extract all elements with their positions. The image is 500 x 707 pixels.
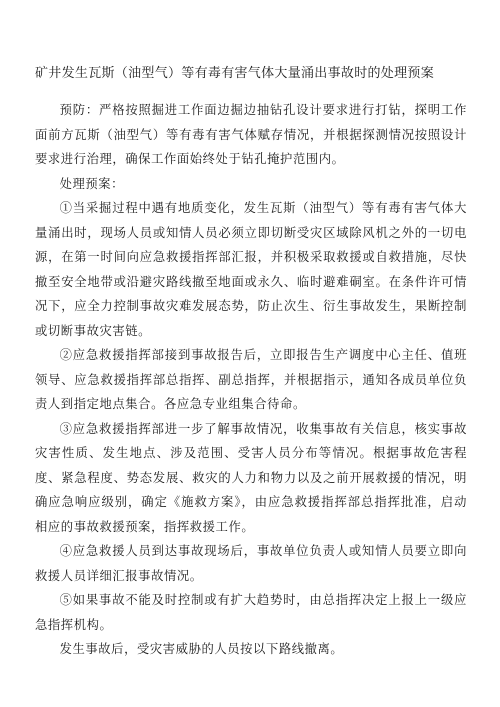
document-title: 矿井发生瓦斯（油型气）等有毒有害气体大量涌出事故时的处理预案 <box>35 66 435 81</box>
plan-item-2: ②应急救援指挥部接到事故报告后，立即报告生产调度中心主任、值班领导、应急救援指挥部总指挥、副总指挥，并根据指示，通知各成员单位负责人到指定地点集合。各应急专业组集合待命。 <box>35 348 467 411</box>
prevention-paragraph: 预防：严格按照掘进工作面边掘边抽钻孔设计要求进行打钻，探明工作面前方瓦斯（油型气）等有毒有害气体赋存情况，并根据探测情况按照设计要求进行治理，确保工作面始终处于钻孔掩护范围内。 <box>35 103 467 166</box>
plan-item-3: ③应急救援指挥部进一步了解事故情况，收集事故有关信息，核实事故灾害性质、发生地点、涉及范围、受害人员分布等情况。根据事故危害程度、紧急程度、势态发展、救灾的人力和物力以及之前开展救援的情况，明确应急响应级别，确定《施救方案》，由应急救援指挥部总指挥批准，启动相应的事故救援预案，指挥救援工作。 <box>35 421 467 534</box>
plan-item-1: ①当采掘过程中遇有地质变化，发生瓦斯（油型气）等有毒有害气体大量涌出时，现场人员或知情人员必须立即切断受灾区域除风机之外的一切电源，在第一时间向应急救援指挥部汇报，并积极采取救援或自救措施，尽快撤至安全地带或沿避灾路线撤至地面或永久、临时避难硐室。在条件许可情况下，应全力控制事故灾难发展态势，防止次生、衍生事故发生，果断控制或切断事故灾害链。 <box>35 201 467 338</box>
document-body <box>35 98 467 662</box>
plan-item-5: ⑤如果事故不能及时控制或有扩大趋势时，由总指挥决定上报上一级应急指挥机构。 <box>35 593 467 632</box>
plan-item-4: ④应急救援人员到达事故现场后，事故单位负责人或知情人员要立即向救援人员详细汇报事故情况。 <box>35 544 467 583</box>
plan-heading: 处理预案： <box>59 176 125 191</box>
evacuation-paragraph: 发生事故后，受灾害威胁的人员按以下路线撤离。 <box>59 642 344 656</box>
